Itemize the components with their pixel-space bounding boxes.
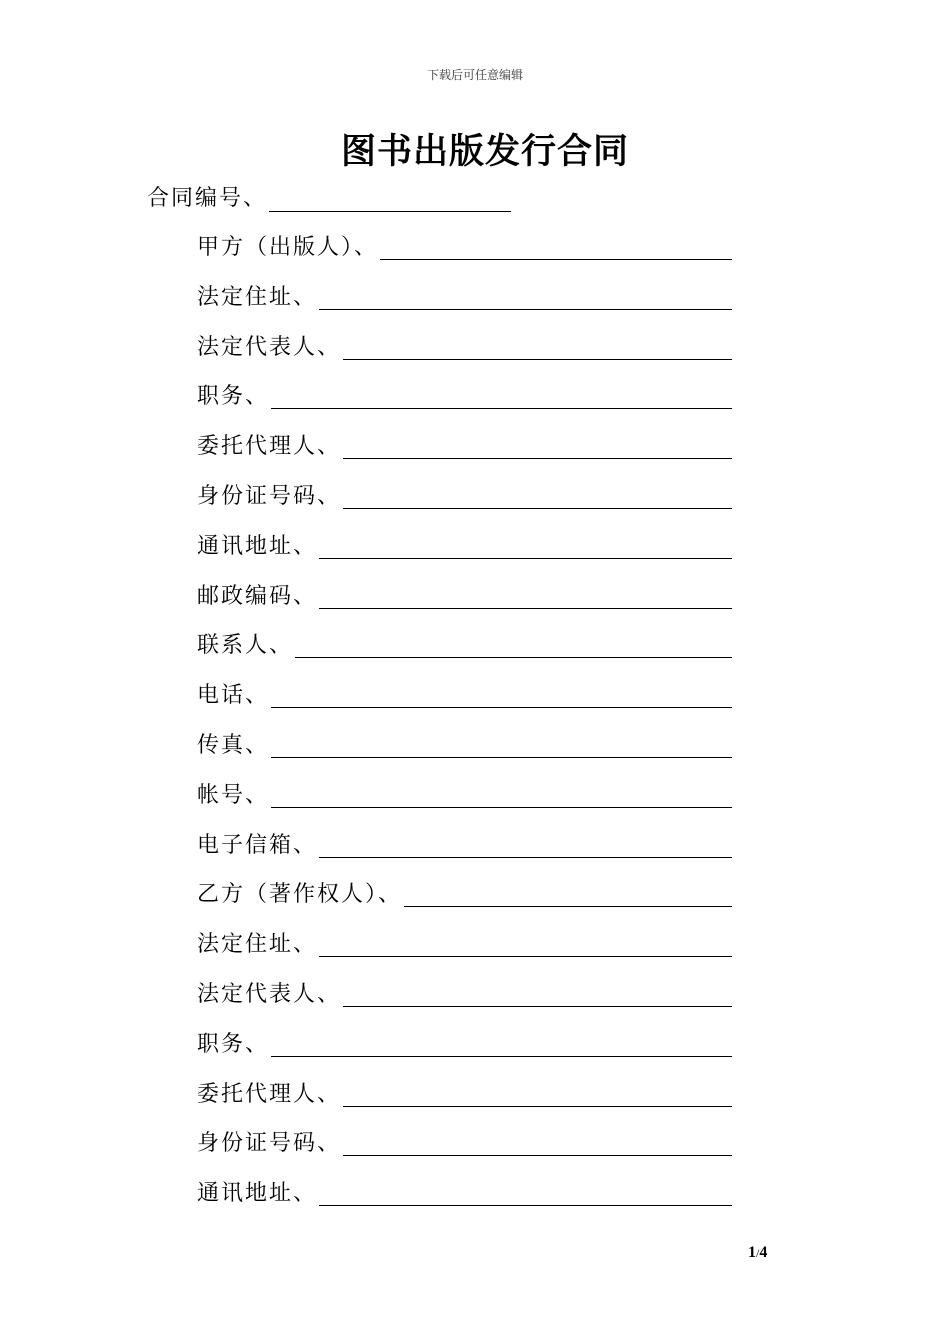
field-label: 法定住址、 bbox=[197, 932, 318, 958]
page-total: 4 bbox=[759, 1244, 768, 1261]
form-field-row bbox=[197, 232, 732, 282]
field-label: 通讯地址、 bbox=[197, 533, 318, 559]
field-blank-line[interactable] bbox=[271, 730, 732, 758]
field-blank-line[interactable] bbox=[319, 581, 732, 609]
header-note: 下载后可任意编辑 bbox=[426, 68, 523, 82]
form-field-row bbox=[197, 979, 732, 1029]
contract-number-row bbox=[147, 182, 511, 212]
form-field-row bbox=[197, 730, 732, 780]
form-field-row bbox=[197, 1029, 732, 1079]
form-field-row bbox=[197, 531, 732, 581]
form-field-row bbox=[197, 680, 732, 730]
contract-number-blank[interactable] bbox=[269, 183, 511, 212]
field-blank-line[interactable] bbox=[319, 830, 732, 858]
field-label: 身份证号码、 bbox=[197, 483, 342, 509]
form-field-row bbox=[197, 1079, 732, 1129]
form-field-row bbox=[197, 282, 732, 332]
field-label: 通讯地址、 bbox=[197, 1181, 318, 1207]
field-label: 乙方（著作权人）、 bbox=[197, 882, 403, 908]
field-blank-line[interactable] bbox=[295, 630, 732, 658]
field-label: 帐号、 bbox=[197, 782, 270, 808]
field-blank-line[interactable] bbox=[319, 1178, 732, 1206]
form-field-row bbox=[197, 780, 732, 830]
page-number bbox=[748, 1244, 767, 1262]
form-field-row bbox=[197, 630, 732, 680]
document-title: 图书出版发行合同 bbox=[340, 131, 629, 172]
field-blank-line[interactable] bbox=[271, 680, 732, 708]
field-blank-line[interactable] bbox=[343, 481, 732, 509]
field-label: 邮政编码、 bbox=[197, 583, 318, 609]
form-field-row bbox=[197, 481, 732, 531]
form-field-row bbox=[197, 929, 732, 979]
form-field-row bbox=[197, 1128, 732, 1178]
form-field-row bbox=[197, 830, 732, 880]
field-blank-line[interactable] bbox=[271, 381, 732, 409]
form-field-row bbox=[197, 879, 732, 929]
field-label: 法定代表人、 bbox=[197, 981, 342, 1007]
field-blank-line[interactable] bbox=[319, 929, 732, 957]
field-label: 电子信箱、 bbox=[197, 832, 318, 858]
field-label: 法定住址、 bbox=[197, 284, 318, 310]
field-blank-line[interactable] bbox=[404, 879, 732, 907]
field-label: 身份证号码、 bbox=[197, 1131, 342, 1157]
field-blank-line[interactable] bbox=[271, 1029, 732, 1057]
field-blank-line[interactable] bbox=[343, 1079, 732, 1107]
field-label: 传真、 bbox=[197, 732, 270, 758]
page-current: 1 bbox=[748, 1244, 756, 1261]
field-label: 职务、 bbox=[197, 1031, 270, 1057]
form-field-row bbox=[197, 581, 732, 631]
field-label: 电话、 bbox=[197, 683, 270, 709]
field-label: 委托代理人、 bbox=[197, 1081, 342, 1107]
field-label: 甲方（出版人）、 bbox=[197, 235, 379, 260]
page-separator: / bbox=[756, 1246, 760, 1260]
party-fields bbox=[197, 232, 732, 1228]
field-label: 委托代理人、 bbox=[197, 434, 342, 460]
field-label: 联系人、 bbox=[197, 633, 294, 659]
field-blank-line[interactable] bbox=[343, 332, 732, 360]
field-blank-line[interactable] bbox=[271, 780, 732, 808]
contract-number-label: 合同编号、 bbox=[147, 186, 268, 211]
field-blank-line[interactable] bbox=[343, 431, 732, 459]
field-blank-line[interactable] bbox=[343, 979, 732, 1007]
form-field-row bbox=[197, 431, 732, 481]
form-field-row bbox=[197, 332, 732, 382]
field-label: 法定代表人、 bbox=[197, 334, 342, 360]
field-blank-line[interactable] bbox=[343, 1128, 732, 1156]
form-field-row bbox=[197, 381, 732, 431]
field-blank-line[interactable] bbox=[319, 282, 732, 310]
field-blank-line[interactable] bbox=[380, 232, 732, 260]
field-blank-line[interactable] bbox=[319, 531, 732, 559]
field-label: 职务、 bbox=[197, 384, 270, 410]
form-field-row bbox=[197, 1178, 732, 1228]
